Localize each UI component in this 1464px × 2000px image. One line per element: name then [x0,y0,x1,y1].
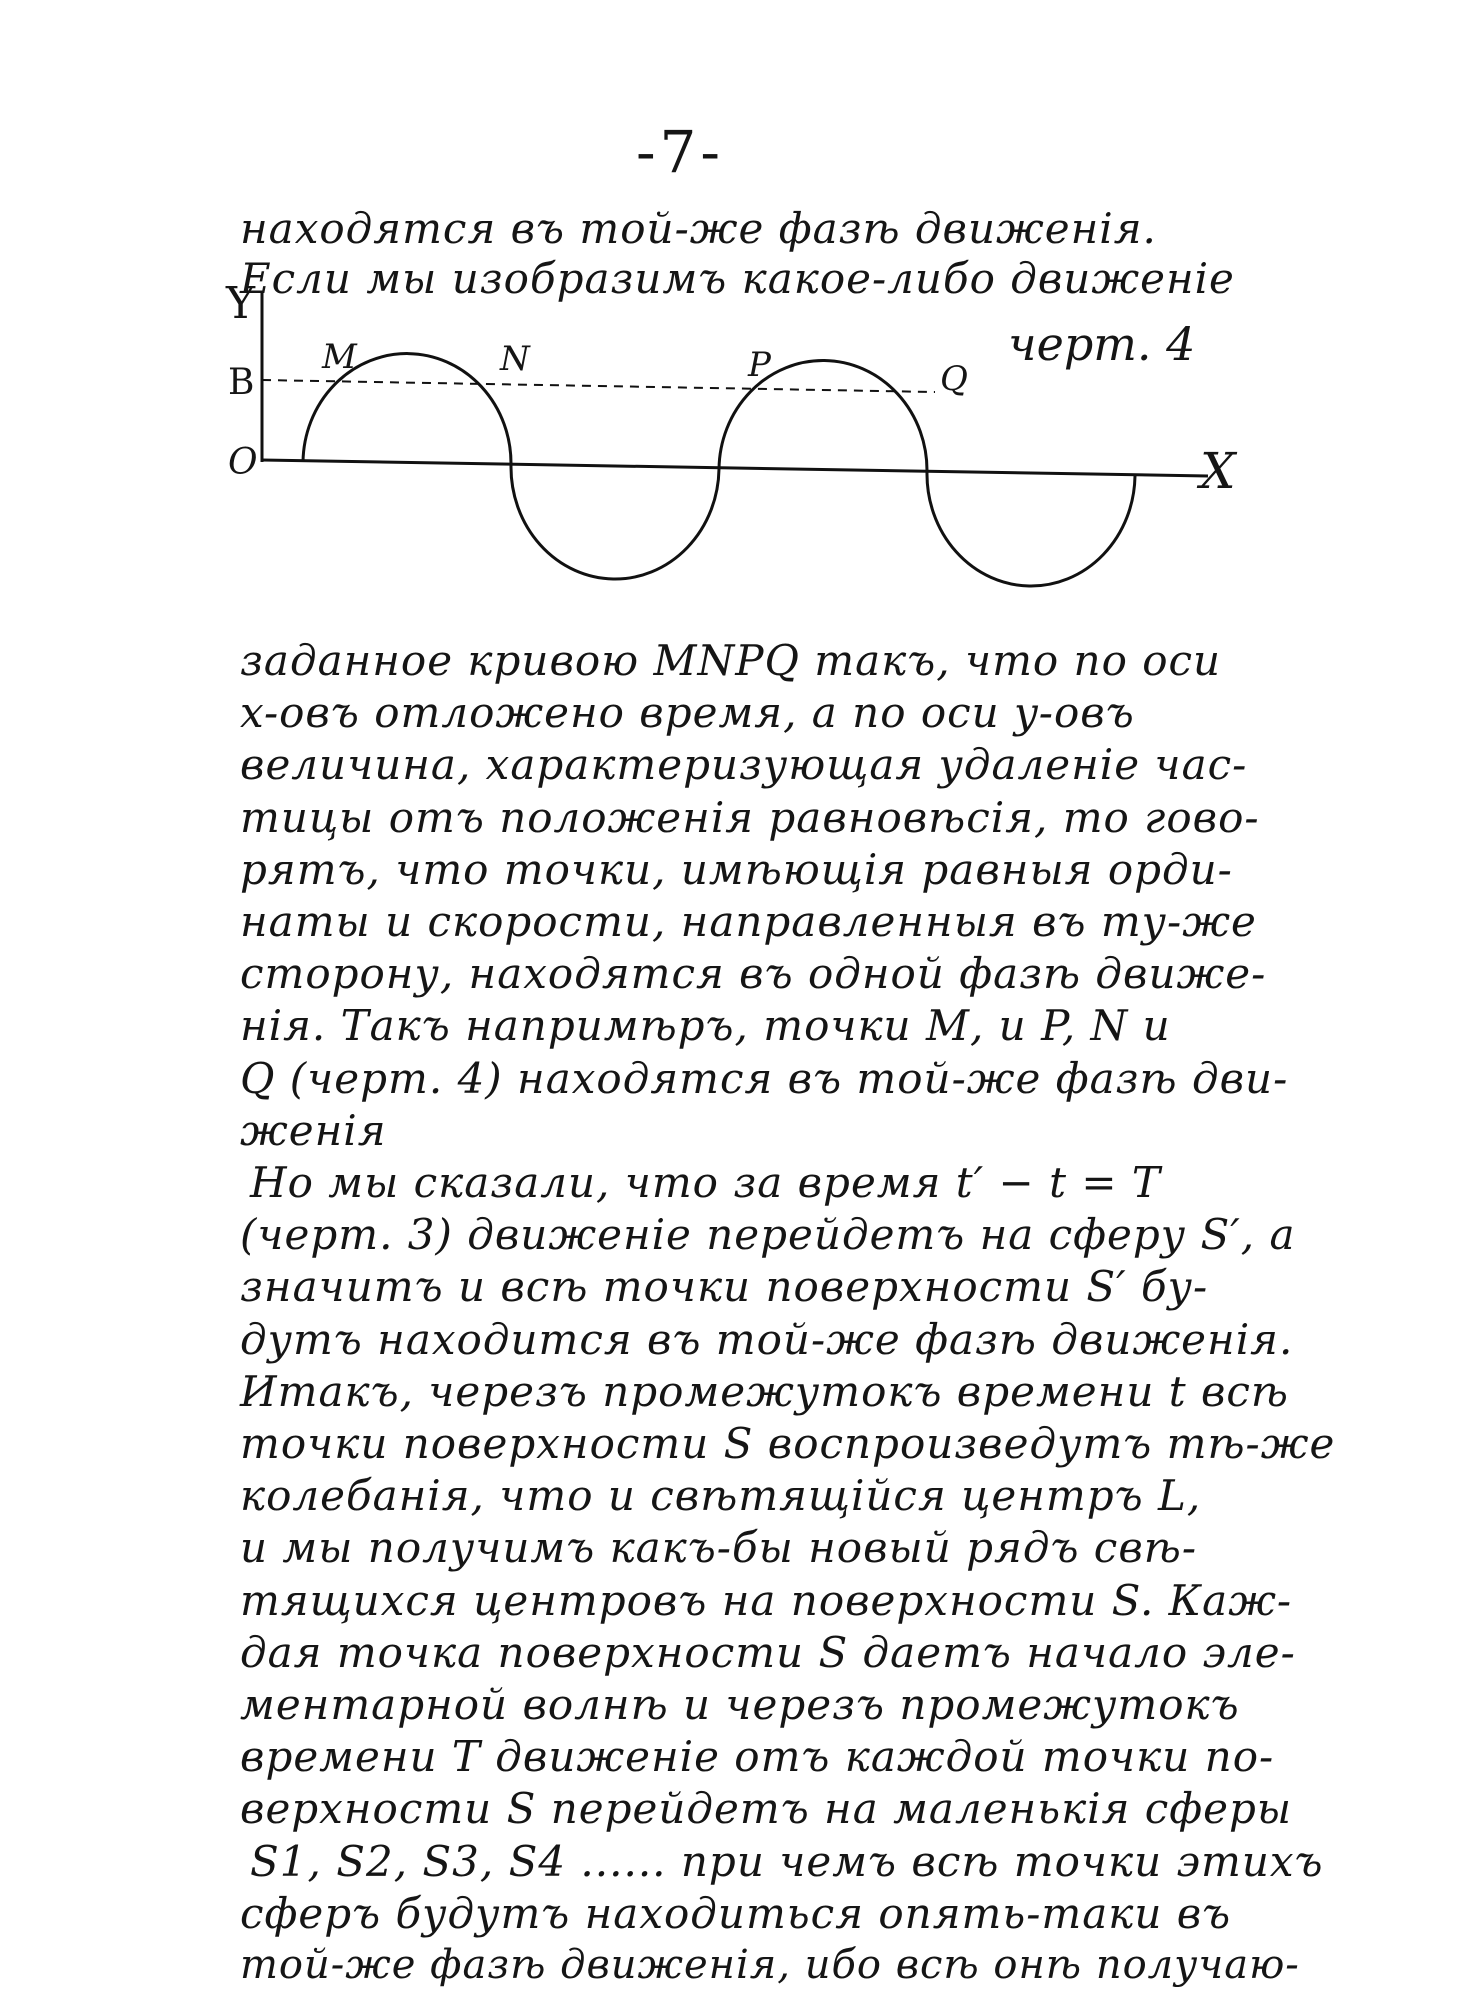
text-line: x-овъ отложено время, а по оси y-овъ [240,688,1135,737]
text-line: находятся въ той-же фазѣ движенія. [240,204,1157,253]
x-axis [262,460,1208,476]
text-line: Если мы изобразимъ какое-либо движеніе [240,254,1235,303]
text-line: той-же фазѣ движенія, ибо всѣ онѣ получаю- [240,1942,1300,1988]
point-label-n: N [500,339,530,379]
point-label-m: M [322,337,357,377]
text-line: заданное кривою MNPQ такъ, что по оси [240,636,1222,685]
text-line: S1, S2, S3, S4 ...... при чемъ всѣ точки этихъ [250,1837,1324,1886]
level-label: B [228,362,255,403]
axis-y-label: Y [226,280,256,329]
text-line: дая точка поверхности S даетъ начало эле- [240,1628,1296,1677]
text-line: рятъ, что точки, имѣющія равныя орди- [240,845,1233,894]
text-line: (черт. 3) движеніе перейдетъ на сферу S′, а [240,1210,1296,1259]
text-line: женія [240,1106,387,1155]
text-line: ментарной волнѣ и черезъ промежутокъ [240,1680,1240,1729]
point-label-p: P [748,345,771,385]
text-line: тицы отъ положенія равновѣсія, то гово- [240,793,1260,842]
level-line [262,380,935,392]
text-line: сферъ будутъ находиться опять-таки въ [240,1889,1232,1938]
phase-diagram [200,280,1250,620]
text-line: Q (черт. 4) находятся въ той-же фазѣ дви- [240,1054,1289,1103]
text-line: точки поверхности S воспроизведутъ тѣ-же [240,1419,1336,1468]
text-line: колебанія, что и свѣтящійся центръ L, [240,1471,1202,1520]
text-line: нія. Такъ напримѣръ, точки M, и P, N и [240,1001,1171,1050]
wave-curve [303,354,1135,586]
text-line: величина, характеризующая удаленіе час- [240,740,1248,789]
text-line: и мы получимъ какъ-бы новый рядъ свѣ- [240,1523,1198,1572]
text-line: тящихся центровъ на поверхности S. Каж- [240,1576,1293,1625]
text-line: Итакъ, черезъ промежутокъ времени t всѣ [240,1367,1289,1416]
axis-x-label: X [1200,442,1236,500]
text-line: сторону, находятся въ одной фазѣ движе- [240,949,1267,998]
text-line: Но мы сказали, что за время t′ − t = T [250,1158,1161,1207]
text-line: дутъ находится въ той-же фазѣ движенія. [240,1315,1294,1364]
text-line: наты и скорости, направленныя въ ту-же [240,897,1257,946]
text-line: значитъ и всѣ точки поверхности S′ бу- [240,1262,1209,1311]
origin-label: O [228,442,258,483]
point-label-q: Q [940,359,968,399]
figure-caption: черт. 4 [1008,317,1196,371]
text-line: времени T движеніе отъ каждой точки по- [240,1732,1275,1781]
text-line: верхности S перейдетъ на маленькія сферы [240,1784,1293,1833]
page-number: -7- [635,118,725,186]
